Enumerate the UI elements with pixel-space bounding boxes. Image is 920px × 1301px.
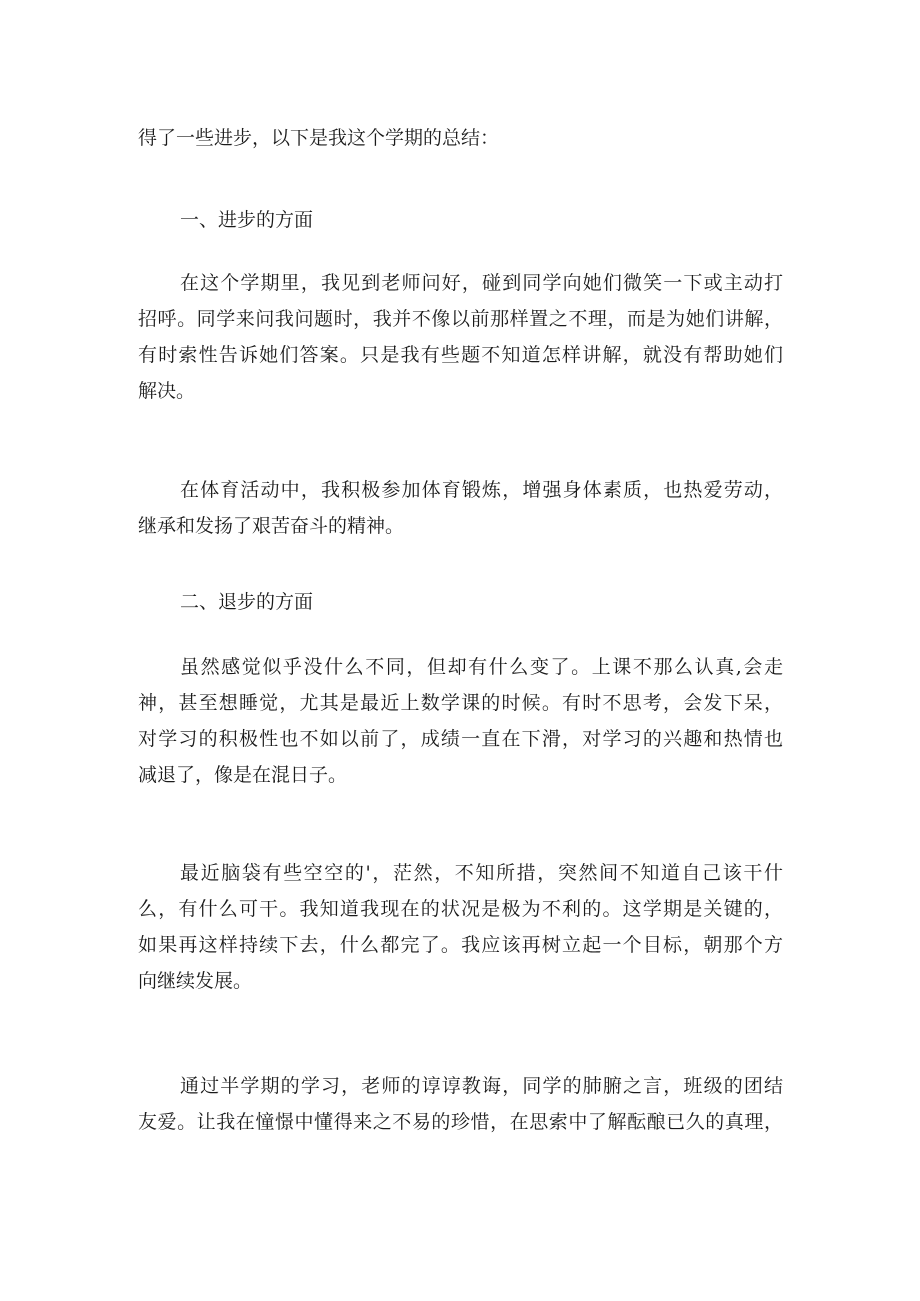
section-heading-text: 一、进步的方面	[180, 209, 314, 231]
paragraph-line: 减退了，像是在混日子。	[138, 764, 348, 786]
paragraph-regress-class	[138, 651, 783, 791]
paragraph-line: 友爱。让我在憧憬中懂得来之不易的珍惜，在思索中了解酝酿已久的真理，	[138, 1111, 783, 1133]
paragraph-line: 神，甚至想睡觉，尤其是最近上数学课的时候。有时不思考，会发下呆，	[138, 692, 783, 714]
paragraph-line: 如果再这样持续下去，什么都完了。我应该再树立起一个目标，朝那个方	[138, 934, 783, 956]
paragraph-line: 有时索性告诉她们答案。只是我有些题不知道怎样讲解，就没有帮助她们	[138, 344, 783, 366]
paragraph-line: 在这个学期里，我见到老师问好，碰到同学向她们微笑一下或主动打	[180, 272, 783, 294]
paragraph-line: 招呼。同学来问我问题时，我并不像以前那样置之不理，而是为她们讲解，	[138, 308, 783, 330]
paragraph-line: 继承和发扬了艰苦奋斗的精神。	[138, 515, 405, 537]
paragraph-line: 通过半学期的学习，老师的谆谆教诲，同学的肺腑之言，班级的团结	[180, 1075, 783, 1097]
paragraph-regress-confused	[138, 857, 783, 997]
intro-paragraph	[138, 122, 783, 154]
paragraph-line: 对学习的积极性也不如以前了，成绩一直在下滑，对学习的兴趣和热情也	[138, 728, 783, 750]
paragraph-line: 在体育活动中，我积极参加体育锻炼，增强身体素质，也热爱劳动，	[180, 479, 783, 501]
paragraph-line: 向继续发展。	[138, 970, 253, 992]
section-heading-progress	[138, 204, 783, 236]
section-heading-text: 二、退步的方面	[180, 591, 314, 613]
paragraph-progress-sports	[138, 474, 783, 542]
paragraph-progress-manners	[138, 267, 783, 407]
section-heading-regress	[138, 586, 783, 618]
intro-line: 得了一些进步，以下是我这个学期的总结：	[138, 127, 500, 149]
paragraph-line: 虽然感觉似乎没什么不同，但却有什么变了。上课不那么认真,会走	[180, 656, 783, 678]
paragraph-conclusion	[138, 1070, 783, 1138]
paragraph-line: 最近脑袋有些空空的'，茫然，不知所措，突然间不知道自己该干什	[180, 862, 783, 884]
paragraph-line: 么，有什么可干。我知道我现在的状况是极为不利的。这学期是关键的，	[138, 898, 783, 920]
paragraph-line: 解决。	[138, 380, 196, 402]
